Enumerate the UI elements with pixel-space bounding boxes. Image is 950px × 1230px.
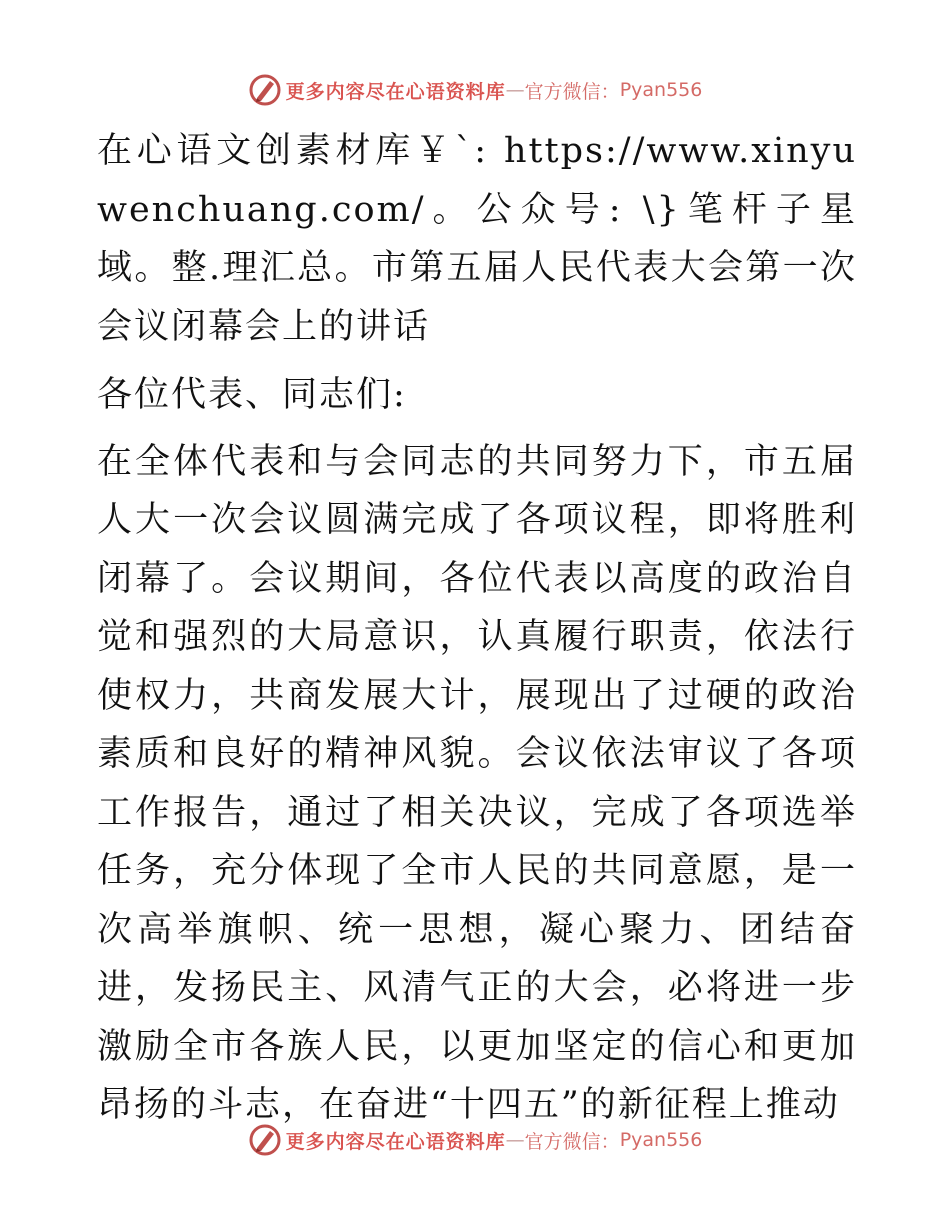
document-body — [97, 122, 857, 1135]
watermark-account-id: Pyan556 — [619, 1129, 703, 1151]
watermark-account-label: 官方微信： — [524, 1130, 620, 1153]
greeting-paragraph: 各位代表、同志们: — [97, 375, 407, 415]
watermark-dash: — — [505, 1129, 525, 1151]
watermark-header — [0, 70, 950, 110]
watermark-account-id: Pyan556 — [619, 79, 703, 101]
intro-title-paragraph: 在心语文创素材库￥`: https://www.xinyuwenchuang.com/。公众号: \}笔杆子星域。整.理汇总。市第五届人民代表大会第一次会议闭幕会上的讲话 — [97, 131, 857, 347]
watermark-main-text: 更多内容尽在心语资料库 — [285, 1130, 506, 1153]
body-paragraph: 在全体代表和与会同志的共同努力下，市五届人大一次会议圆满完成了各项议程，即将胜利闭幕了。会议期间，各位代表以高度的政治自觉和强烈的大局意识，认真履行职责，依法行使权力，共商发展大计，展现出了过硬的政治素质和良好的精神风貌。会议依法审议了各项工作报告，通过了相关决议，完成了各项选举任务，充分体现了全市人民的共同意愿，是一次高举旗帜、统一思想，凝心聚力、团结奋进，发扬民主、风清气正的大会，必将进一步激励全市各族人民，以更加坚定的信心和更加昂扬的斗志，在奋进“十四五”的新征程上推动 — [97, 441, 857, 1125]
watermark-account-label: 官方微信： — [524, 80, 620, 103]
watermark-main-text: 更多内容尽在心语资料库 — [285, 80, 506, 103]
watermark-footer — [0, 1120, 950, 1160]
pen-logo-icon — [248, 1123, 282, 1157]
pen-logo-icon — [248, 73, 282, 107]
watermark-dash: — — [505, 79, 525, 101]
